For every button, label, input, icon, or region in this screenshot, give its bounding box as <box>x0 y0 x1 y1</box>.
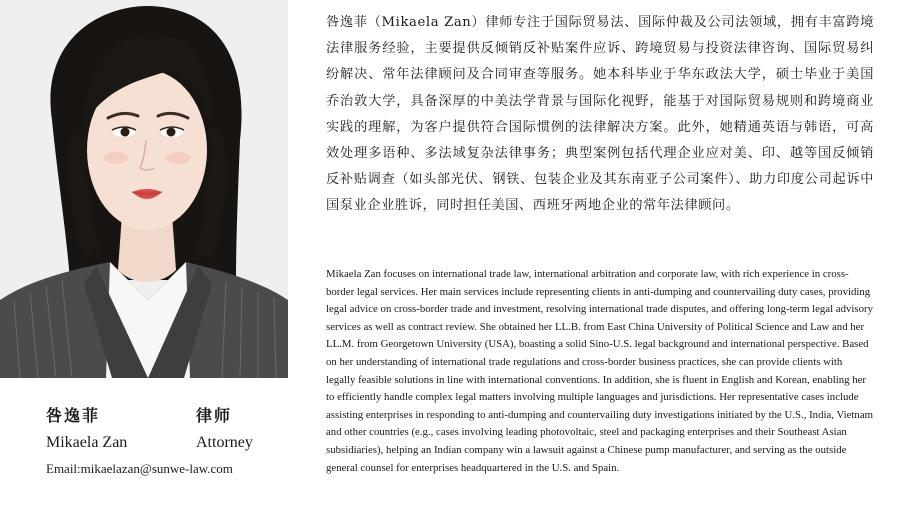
title-chinese: 律师 <box>196 406 233 425</box>
email-address: Email:mikaelazan@sunwe-law.com <box>46 461 233 476</box>
portrait-photo <box>0 0 288 378</box>
title-english: Attorney <box>196 434 253 451</box>
name-chinese: 咎逸菲 <box>46 406 101 425</box>
name-english: Mikaela Zan <box>46 434 128 451</box>
portrait-illustration <box>0 0 288 378</box>
bio-english: Mikaela Zan focuses on international trade law, international arbitration and corporate law, with rich experience in cross-border legal services. Her main services include representing clients in anti-dumping and countervailing duty cases, providing legal advice on cross-border trade and investment, resolving international trade disputes, and offering long-term legal advisory services as well as contract review. She obtained her LL.B. from East China University of Political Science and Law and her LL.M. from Georgetown University (USA), boasting a solid Sino-U.S. legal background and international perspective. Based on her understanding of international trade regulations and cross-border business practices, she can provide clients with legally feasible solutions in line with international conventions. In addition, she is fluent in English and Korean, enabling her to efficiently handle complex legal matters involving multiple languages and jurisdictions. Her representative cases include assisting enterprises in responding to anti-dumping and countervailing duty investigations initiated by the U.S., India, Vietnam and other countries (e.g., cases involving leading photovoltaic, steel and packaging enterprises and their Southeast Asian subsidiaries), helping an Indian company win a lawsuit against a Chinese pump manufacturer, and serving as the outside general counsel for enterprises headquartered in the U.S. and Spain. <box>326 268 874 474</box>
bio-chinese: 咎逸菲（Mikaela Zan）律师专注于国际贸易法、国际仲裁及公司法领域，拥有丰富跨境法律服务经验，主要提供反倾销反补贴案件应诉、跨境贸易与投资法律咨询、国际贸易纠纷解决、常年法律顾问及合同审查等服务。她本科毕业于华东政法大学，硕士毕业于美国乔治敦大学，具备深厚的中美法学背景与国际化视野，能基于对国际贸易规则和跨境商业实践的理解，为客户提供符合国际惯例的法律解决方案。此外，她精通英语与韩语，可高效处理多语种、多法域复杂法律事务；典型案例包括代理企业应对美、印、越等国反倾销反补贴调查（如头部光伏、钢铁、包装企业及其东南亚子公司案件）、助力印度公司起诉中国泵业企业胜诉，同时担任美国、西班牙两地企业的常年法律顾问。 <box>326 15 874 214</box>
